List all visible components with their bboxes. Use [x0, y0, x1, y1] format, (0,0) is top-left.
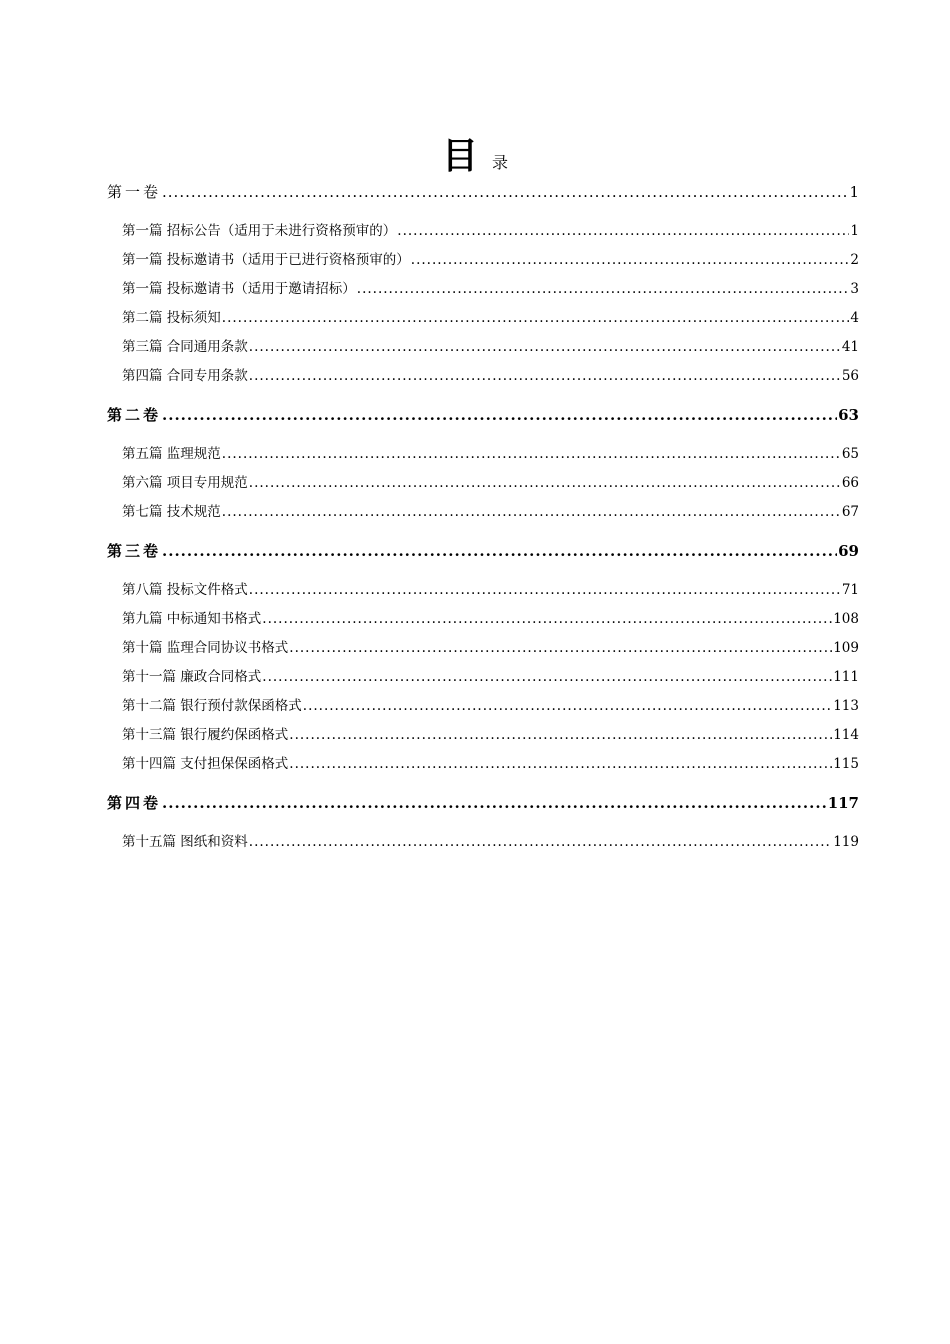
toc-section-page-number: 65	[841, 446, 859, 462]
toc-leader-dots	[289, 750, 832, 779]
toc-section-page-number: 109	[833, 640, 859, 656]
toc-leader-dots	[262, 605, 832, 634]
toc-volume-label: 第三卷	[107, 542, 162, 560]
toc-section-label: 第十五篇 图纸和资料	[122, 834, 248, 850]
toc-section-entry[interactable]	[122, 440, 859, 469]
toc-section-entry[interactable]	[122, 304, 859, 333]
toc-group-spacer	[107, 391, 859, 401]
toc-volume-entry[interactable]	[107, 178, 859, 207]
toc-volume-entry[interactable]	[107, 537, 859, 566]
toc-section-label: 第十篇 监理合同协议书格式	[122, 640, 289, 656]
toc-section-entry[interactable]	[122, 576, 859, 605]
toc-section-entry[interactable]	[122, 498, 859, 527]
toc-section-entry[interactable]	[122, 692, 859, 721]
toc-section-label: 第一篇 投标邀请书（适用于已进行资格预审的）	[122, 252, 410, 268]
toc-group-spacer	[107, 779, 859, 789]
toc-section-label: 第八篇 投标文件格式	[122, 582, 248, 598]
toc-leader-dots	[289, 634, 832, 663]
toc-section-entry[interactable]	[122, 721, 859, 750]
toc-leader-dots	[249, 576, 841, 605]
toc-section-page-number: 115	[833, 756, 859, 772]
toc-section-page-number: 113	[833, 698, 859, 714]
toc-section-label: 第一篇 招标公告（适用于未进行资格预审的）	[122, 223, 397, 239]
toc-volume-page-number: 1	[849, 183, 859, 201]
toc-section-entry[interactable]	[122, 217, 859, 246]
toc-leader-dots	[249, 362, 841, 391]
toc-leader-dots	[303, 692, 832, 721]
toc-section-label: 第七篇 技术规范	[122, 504, 221, 520]
toc-section-label: 第十一篇 廉政合同格式	[122, 669, 262, 685]
toc-title	[0, 128, 950, 179]
toc-section-page-number: 56	[841, 368, 859, 384]
toc-volume-entry[interactable]	[107, 789, 859, 818]
toc-leader-dots	[411, 246, 850, 275]
toc-section-entry[interactable]	[122, 469, 859, 498]
toc-leader-dots	[222, 440, 841, 469]
toc-section-page-number: 71	[841, 582, 859, 598]
toc-section-page-number: 4	[850, 310, 859, 326]
table-of-contents	[107, 178, 859, 857]
toc-section-label: 第一篇 投标邀请书（适用于邀请招标）	[122, 281, 356, 297]
toc-leader-dots	[162, 178, 848, 207]
toc-leader-dots	[222, 304, 850, 333]
toc-section-entry[interactable]	[122, 750, 859, 779]
toc-volume-page-number: 69	[838, 542, 859, 560]
toc-section-entry[interactable]	[122, 275, 859, 304]
toc-leader-dots	[162, 537, 837, 566]
toc-title-sub: 录	[492, 153, 509, 172]
toc-section-entry[interactable]	[122, 605, 859, 634]
toc-volume-page-number: 117	[827, 794, 859, 812]
toc-section-label: 第六篇 项目专用规范	[122, 475, 248, 491]
toc-volume-entry[interactable]	[107, 401, 859, 430]
toc-section-entry[interactable]	[122, 362, 859, 391]
toc-section-page-number: 108	[833, 611, 859, 627]
toc-section-label: 第十二篇 银行预付款保函格式	[122, 698, 302, 714]
toc-leader-dots	[162, 789, 827, 818]
toc-leader-dots	[162, 401, 837, 430]
toc-volume-label: 第一卷	[107, 183, 162, 201]
toc-leader-dots	[249, 469, 841, 498]
toc-section-page-number: 66	[841, 475, 859, 491]
toc-title-main: 目	[441, 135, 478, 177]
toc-section-page-number: 1	[850, 223, 859, 239]
toc-section-entry[interactable]	[122, 634, 859, 663]
toc-section-label: 第五篇 监理规范	[122, 446, 221, 462]
toc-section-entry[interactable]	[122, 828, 859, 857]
toc-leader-dots	[249, 828, 832, 857]
toc-section-label: 第四篇 合同专用条款	[122, 368, 248, 384]
toc-leader-dots	[397, 217, 849, 246]
toc-group-spacer	[107, 527, 859, 537]
toc-section-entry[interactable]	[122, 246, 859, 275]
toc-section-page-number: 119	[833, 834, 859, 850]
toc-section-label: 第十四篇 支付担保保函格式	[122, 756, 289, 772]
toc-leader-dots	[289, 721, 832, 750]
toc-section-page-number: 67	[841, 504, 859, 520]
toc-section-page-number: 2	[850, 252, 859, 268]
toc-section-label: 第九篇 中标通知书格式	[122, 611, 262, 627]
toc-section-label: 第二篇 投标须知	[122, 310, 221, 326]
toc-section-page-number: 41	[841, 339, 859, 355]
toc-section-label: 第三篇 合同通用条款	[122, 339, 248, 355]
toc-leader-dots	[222, 498, 841, 527]
toc-leader-dots	[357, 275, 850, 304]
toc-volume-label: 第四卷	[107, 794, 162, 812]
toc-section-page-number: 3	[850, 281, 859, 297]
toc-section-entry[interactable]	[122, 663, 859, 692]
toc-volume-page-number: 63	[838, 406, 859, 424]
toc-section-entry[interactable]	[122, 333, 859, 362]
toc-volume-label: 第二卷	[107, 406, 162, 424]
toc-section-page-number: 111	[833, 669, 859, 685]
toc-section-label: 第十三篇 银行履约保函格式	[122, 727, 289, 743]
toc-leader-dots	[249, 333, 841, 362]
toc-section-page-number: 114	[833, 727, 859, 743]
toc-leader-dots	[262, 663, 832, 692]
